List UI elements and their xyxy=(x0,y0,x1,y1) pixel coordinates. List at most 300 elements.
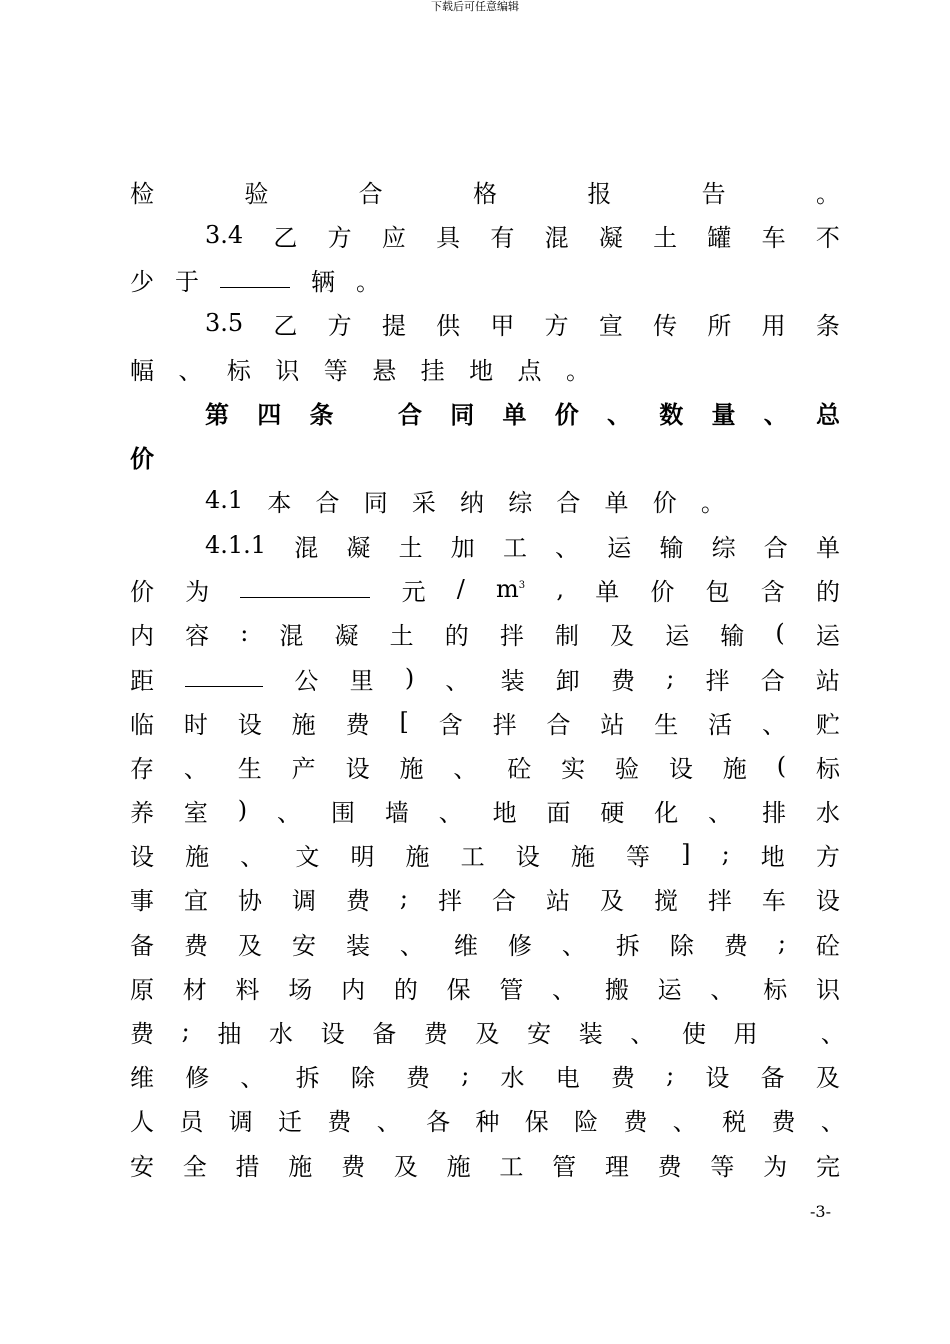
text-char: 同 xyxy=(363,488,388,517)
text-char: 土 xyxy=(398,533,423,562)
text-char: 加 xyxy=(450,533,475,562)
clause-number: 3.4 xyxy=(205,221,244,249)
text-line xyxy=(130,880,840,916)
text-char: 运 xyxy=(607,533,632,562)
text-char: 应 xyxy=(381,223,406,252)
text-char: 拌 xyxy=(707,886,732,915)
text-char: 同 xyxy=(450,400,475,429)
text-char: 搬 xyxy=(604,975,629,1004)
text-char: 搅 xyxy=(653,886,678,915)
text-char: 距 xyxy=(130,666,154,695)
text-char: 电 xyxy=(555,1063,580,1092)
text-line xyxy=(130,792,840,828)
text-char: 安 xyxy=(130,1152,154,1181)
text-char: 费 xyxy=(423,1019,448,1048)
text-char: 标 xyxy=(763,975,788,1004)
text-char: 费 xyxy=(723,931,748,960)
text-char: 于 xyxy=(175,267,199,296)
text-line xyxy=(130,1146,840,1182)
text-char: 宣 xyxy=(598,311,623,340)
text-char: 水 xyxy=(815,798,840,827)
text-char: 供 xyxy=(436,311,461,340)
text-char: 、 xyxy=(710,975,735,1004)
text-char: 用 xyxy=(733,1019,758,1048)
text-char: 及 xyxy=(599,886,624,915)
text-char: 设 xyxy=(237,710,262,739)
text-char: 站 xyxy=(815,666,840,695)
text-char: 装 xyxy=(500,666,525,695)
text-char: 工 xyxy=(502,533,527,562)
text-char: 生 xyxy=(654,710,679,739)
text-char: 地 xyxy=(469,356,494,385)
text-char: 施 xyxy=(288,1152,313,1181)
fill-in-blank xyxy=(220,271,290,288)
text-char: 、 xyxy=(277,798,302,827)
text-char: 时 xyxy=(183,710,208,739)
text-line xyxy=(130,1013,845,1049)
text-char: 场 xyxy=(288,975,313,1004)
text-char: 备 xyxy=(130,931,154,960)
text-char: 混 xyxy=(279,621,304,650)
text-char: 、 xyxy=(183,754,208,783)
text-char: 员 xyxy=(179,1107,204,1136)
text-char: 面 xyxy=(546,798,571,827)
text-char: 设 xyxy=(705,1063,730,1092)
text-char: 条 xyxy=(815,311,840,340)
text-char: 价 xyxy=(650,577,675,606)
text-char: 公 xyxy=(294,666,319,695)
text-char: 安 xyxy=(291,931,316,960)
page-number: -3- xyxy=(810,1202,831,1221)
text-char: 费 xyxy=(183,931,208,960)
text-char: 合 xyxy=(760,666,785,695)
text-char: 装 xyxy=(578,1019,603,1048)
text-char: 。 xyxy=(700,488,725,517)
text-char: ; xyxy=(461,1061,470,1089)
text-char: 保 xyxy=(446,975,471,1004)
text-char: 措 xyxy=(235,1152,260,1181)
text-char: 及 xyxy=(610,621,635,650)
text-char: 文 xyxy=(295,842,320,871)
unit-cubic-meter xyxy=(496,575,525,603)
text-char: 、 xyxy=(607,400,631,429)
text-char: 地 xyxy=(760,842,785,871)
text-char: 条 xyxy=(309,400,334,429)
text-char: 材 xyxy=(182,975,207,1004)
text-char: 合 xyxy=(315,488,340,517)
text-char: 地 xyxy=(492,798,517,827)
text-char: 单 xyxy=(595,577,620,606)
text-char: 施 xyxy=(291,710,316,739)
text-char: 费 xyxy=(610,1063,635,1092)
text-char: 站 xyxy=(600,710,625,739)
text-char: 税 xyxy=(722,1107,747,1136)
text-char: 的 xyxy=(815,577,840,606)
text-char: 砼 xyxy=(507,754,532,783)
text-line xyxy=(130,969,840,1005)
text-char: 合 xyxy=(491,886,516,915)
text-char: 合 xyxy=(546,710,571,739)
text-char: 安 xyxy=(527,1019,552,1048)
text-char: 采 xyxy=(411,488,436,517)
text-char: 四 xyxy=(257,400,282,429)
text-char: 运 xyxy=(665,621,690,650)
text-char: 施 xyxy=(722,754,747,783)
text-char: 挂 xyxy=(420,356,445,385)
text-char: 维 xyxy=(453,931,478,960)
text-char: 迁 xyxy=(278,1107,303,1136)
text-char: 里 xyxy=(349,666,374,695)
text-char: 拌 xyxy=(492,710,517,739)
text-char: 及 xyxy=(815,1063,840,1092)
text-char: 内 xyxy=(341,975,366,1004)
text-char: 包 xyxy=(705,577,730,606)
text-char: 价 xyxy=(652,488,677,517)
text-char: 墙 xyxy=(384,798,409,827)
text-char: 使 xyxy=(681,1019,706,1048)
text-char: 及 xyxy=(237,931,262,960)
text-char: 生 xyxy=(237,754,262,783)
text-char: 甲 xyxy=(490,311,515,340)
text-char: 混 xyxy=(544,223,569,252)
text-line xyxy=(205,482,725,518)
text-char: 、 xyxy=(445,666,470,695)
text-char: 用 xyxy=(761,311,786,340)
text-char: 、 xyxy=(438,798,463,827)
text-char: 围 xyxy=(330,798,355,827)
text-char: 施 xyxy=(446,1152,471,1181)
text-char: 验 xyxy=(244,179,269,208)
text-char: 费 xyxy=(345,710,370,739)
text-char: 为 xyxy=(763,1152,788,1181)
text-char: 、 xyxy=(453,754,478,783)
text-char: 费 xyxy=(406,1063,431,1092)
text-char: 综 xyxy=(711,533,736,562)
text-char: 。 xyxy=(815,179,840,208)
text-char: 识 xyxy=(815,975,840,1004)
text-char: 设 xyxy=(345,754,370,783)
text-char: 罐 xyxy=(707,223,732,252)
text-char: 事 xyxy=(130,886,154,915)
text-char: 格 xyxy=(472,179,497,208)
text-char: 除 xyxy=(350,1063,375,1092)
text-line xyxy=(130,660,840,696)
text-char: 硬 xyxy=(600,798,625,827)
text-char: 抽 xyxy=(217,1019,242,1048)
text-char: 、 xyxy=(762,710,787,739)
text-char: 混 xyxy=(294,533,319,562)
text-char: 纳 xyxy=(460,488,485,517)
text-char: 修 xyxy=(507,931,532,960)
page-header: 下载后可任意编辑 xyxy=(431,0,519,13)
unit-base: m xyxy=(496,575,519,603)
text-char: 宜 xyxy=(183,886,208,915)
text-char: 各 xyxy=(426,1107,451,1136)
text-char: 元 xyxy=(401,577,426,606)
text-line xyxy=(130,438,160,474)
text-char: 乙 xyxy=(273,311,298,340)
text-char: 方 xyxy=(327,223,352,252)
text-char: 合 xyxy=(556,488,581,517)
text-char: 、 xyxy=(376,1107,401,1136)
text-char: 设 xyxy=(320,1019,345,1048)
text-char: 识 xyxy=(275,356,300,385)
text-char: 不 xyxy=(815,223,840,252)
text-char: 费 xyxy=(130,1019,154,1048)
text-char: 方 xyxy=(815,842,840,871)
text-char: 施 xyxy=(405,842,430,871)
text-char: 、 xyxy=(555,533,580,562)
text-char: 施 xyxy=(570,842,595,871)
unit-exponent: 3 xyxy=(518,580,526,591)
text-char: 人 xyxy=(130,1107,154,1136)
text-char: ; xyxy=(666,664,675,692)
text-char: 费 xyxy=(623,1107,648,1136)
text-line xyxy=(130,261,380,297)
text-char: 制 xyxy=(554,621,579,650)
text-char: 存 xyxy=(130,754,154,783)
text-char: 具 xyxy=(436,223,461,252)
text-char: 、 xyxy=(820,1107,845,1136)
text-char: 单 xyxy=(502,400,527,429)
text-char: 除 xyxy=(669,931,694,960)
text-char: 产 xyxy=(291,754,316,783)
text-line xyxy=(130,615,840,651)
clause-number: 4.1 xyxy=(205,486,244,514)
text-char: 砼 xyxy=(815,931,840,960)
text-char: 量 xyxy=(711,400,736,429)
text-char: ) xyxy=(404,664,415,692)
text-char: 完 xyxy=(815,1152,840,1181)
text-char: 费 xyxy=(341,1152,366,1181)
text-char: 点 xyxy=(517,356,542,385)
text-char: 站 xyxy=(545,886,570,915)
text-char: 保 xyxy=(524,1107,549,1136)
text-char: ( xyxy=(776,752,787,780)
text-char: 验 xyxy=(615,754,640,783)
fill-in-blank xyxy=(240,581,370,598)
text-char: 合 xyxy=(398,400,422,429)
text-char: 管 xyxy=(499,975,524,1004)
text-char: 土 xyxy=(653,223,678,252)
text-char: 辆 xyxy=(311,267,335,296)
text-line xyxy=(130,836,840,872)
text-char: 设 xyxy=(815,886,840,915)
text-char: 工 xyxy=(499,1152,524,1181)
text-char: 设 xyxy=(130,842,154,871)
text-char: 合 xyxy=(358,179,383,208)
text-char: 全 xyxy=(182,1152,207,1181)
text-char: 料 xyxy=(235,975,260,1004)
clause-number: 3.5 xyxy=(205,309,244,337)
text-char: 单 xyxy=(815,533,840,562)
text-char: 临 xyxy=(130,710,154,739)
text-char: 数 xyxy=(659,400,684,429)
text-line xyxy=(130,350,590,386)
text-char: 协 xyxy=(237,886,262,915)
text-char: 明 xyxy=(350,842,375,871)
text-char: 理 xyxy=(604,1152,629,1181)
text-char: 、 xyxy=(399,931,424,960)
text-line xyxy=(205,527,840,563)
text-char: 运 xyxy=(815,621,840,650)
text-char: 拌 xyxy=(438,886,462,915)
text-char: 标 xyxy=(226,356,251,385)
text-line xyxy=(205,217,840,253)
text-char: 车 xyxy=(761,223,786,252)
fill-in-blank xyxy=(185,670,263,687)
text-line xyxy=(130,571,840,607)
text-char: 告 xyxy=(701,179,726,208)
text-char: 悬 xyxy=(372,356,397,385)
text-char: 施 xyxy=(399,754,424,783)
text-char: 为 xyxy=(185,577,210,606)
text-char: 排 xyxy=(762,798,787,827)
text-char: 报 xyxy=(587,179,612,208)
text-char: 价 xyxy=(554,400,579,429)
text-char: 化 xyxy=(654,798,679,827)
text-char: ( xyxy=(775,619,785,647)
text-line xyxy=(205,305,840,341)
text-char: [ xyxy=(399,708,409,736)
text-char: 养 xyxy=(130,798,154,827)
text-char: 管 xyxy=(552,1152,577,1181)
text-char: ; xyxy=(399,884,409,912)
text-char: 修 xyxy=(185,1063,210,1092)
text-char: ] xyxy=(681,840,691,868)
text-char: ) xyxy=(237,796,248,824)
text-char: 等 xyxy=(625,842,650,871)
text-line xyxy=(130,1057,840,1093)
text-char: 活 xyxy=(708,710,733,739)
text-char: 种 xyxy=(475,1107,500,1136)
text-char: 价 xyxy=(130,444,154,473)
text-char: 输 xyxy=(720,621,745,650)
text-char: 调 xyxy=(291,886,316,915)
text-char: 等 xyxy=(710,1152,735,1181)
text-char: 装 xyxy=(345,931,370,960)
text-char: : xyxy=(240,619,249,647)
text-line xyxy=(130,748,840,784)
text-char: 、 xyxy=(708,798,733,827)
text-char: 设 xyxy=(515,842,540,871)
text-char: 合 xyxy=(763,533,788,562)
text-char: ; xyxy=(666,1061,675,1089)
text-char: 卸 xyxy=(555,666,580,695)
text-char: 标 xyxy=(815,754,840,783)
text-char: 、 xyxy=(561,931,586,960)
text-char: 拌 xyxy=(705,666,730,695)
text-char: 。 xyxy=(565,356,590,385)
text-char: 备 xyxy=(372,1019,397,1048)
text-char: 、 xyxy=(552,975,577,1004)
text-char: 原 xyxy=(130,975,154,1004)
text-char: 的 xyxy=(393,975,418,1004)
text-char: 的 xyxy=(444,621,469,650)
text-char: 、 xyxy=(630,1019,655,1048)
text-char: 拆 xyxy=(295,1063,320,1092)
text-char: 、 xyxy=(672,1107,697,1136)
text-char: 室 xyxy=(183,798,208,827)
text-char: 所 xyxy=(707,311,732,340)
text-char: 容 xyxy=(185,621,210,650)
text-char: , xyxy=(556,575,564,603)
text-char: 幅 xyxy=(130,356,154,385)
text-char: 。 xyxy=(356,267,380,296)
text-char: 检 xyxy=(130,179,154,208)
text-char: 方 xyxy=(544,311,569,340)
text-char: 传 xyxy=(653,311,678,340)
text-char: 、 xyxy=(763,400,788,429)
text-char: 调 xyxy=(228,1107,253,1136)
text-char: 费 xyxy=(771,1107,796,1136)
text-line xyxy=(205,394,840,430)
text-char: 施 xyxy=(185,842,210,871)
text-char: 有 xyxy=(490,223,515,252)
text-line xyxy=(130,173,840,209)
clause-number: 4.1.1 xyxy=(205,531,267,559)
text-char: 水 xyxy=(500,1063,525,1092)
text-char: 含 xyxy=(760,577,785,606)
text-char: 输 xyxy=(659,533,684,562)
text-char: ; xyxy=(181,1017,190,1045)
text-char: / xyxy=(456,575,465,603)
text-char: 车 xyxy=(761,886,786,915)
text-char: 、 xyxy=(240,1063,265,1092)
text-char: 备 xyxy=(760,1063,785,1092)
text-char: 综 xyxy=(508,488,533,517)
text-char: 土 xyxy=(389,621,414,650)
text-char: 凝 xyxy=(598,223,623,252)
text-char: 方 xyxy=(327,311,352,340)
text-line xyxy=(130,1101,845,1137)
text-char: 及 xyxy=(393,1152,418,1181)
text-char: 、 xyxy=(820,1019,845,1048)
text-char: 乙 xyxy=(273,223,298,252)
text-char: 拆 xyxy=(615,931,640,960)
text-char: 贮 xyxy=(815,710,840,739)
text-char: 工 xyxy=(460,842,485,871)
text-char: 设 xyxy=(668,754,693,783)
text-char: 费 xyxy=(657,1152,682,1181)
text-char: ; xyxy=(721,840,730,868)
text-char: 及 xyxy=(475,1019,500,1048)
text-char: 价 xyxy=(130,577,154,606)
text-char: 、 xyxy=(240,842,265,871)
text-char: 费 xyxy=(327,1107,352,1136)
text-line xyxy=(130,704,840,740)
text-char: 内 xyxy=(130,621,154,650)
text-char: 第 xyxy=(205,400,229,429)
text-char: 险 xyxy=(574,1107,599,1136)
text-char: 水 xyxy=(268,1019,293,1048)
text-char: 维 xyxy=(130,1063,154,1092)
text-char: 拌 xyxy=(499,621,524,650)
text-char: 单 xyxy=(604,488,629,517)
text-char: 本 xyxy=(267,488,292,517)
text-char: 费 xyxy=(611,666,635,695)
text-char: 提 xyxy=(381,311,406,340)
text-char: 含 xyxy=(438,710,463,739)
text-char: 少 xyxy=(130,267,154,296)
text-char: 凝 xyxy=(334,621,359,650)
text-char: 费 xyxy=(345,886,370,915)
text-char: 运 xyxy=(657,975,682,1004)
text-char: 等 xyxy=(323,356,348,385)
text-char: 总 xyxy=(816,400,840,429)
text-char: 实 xyxy=(561,754,586,783)
text-char: 、 xyxy=(178,356,203,385)
